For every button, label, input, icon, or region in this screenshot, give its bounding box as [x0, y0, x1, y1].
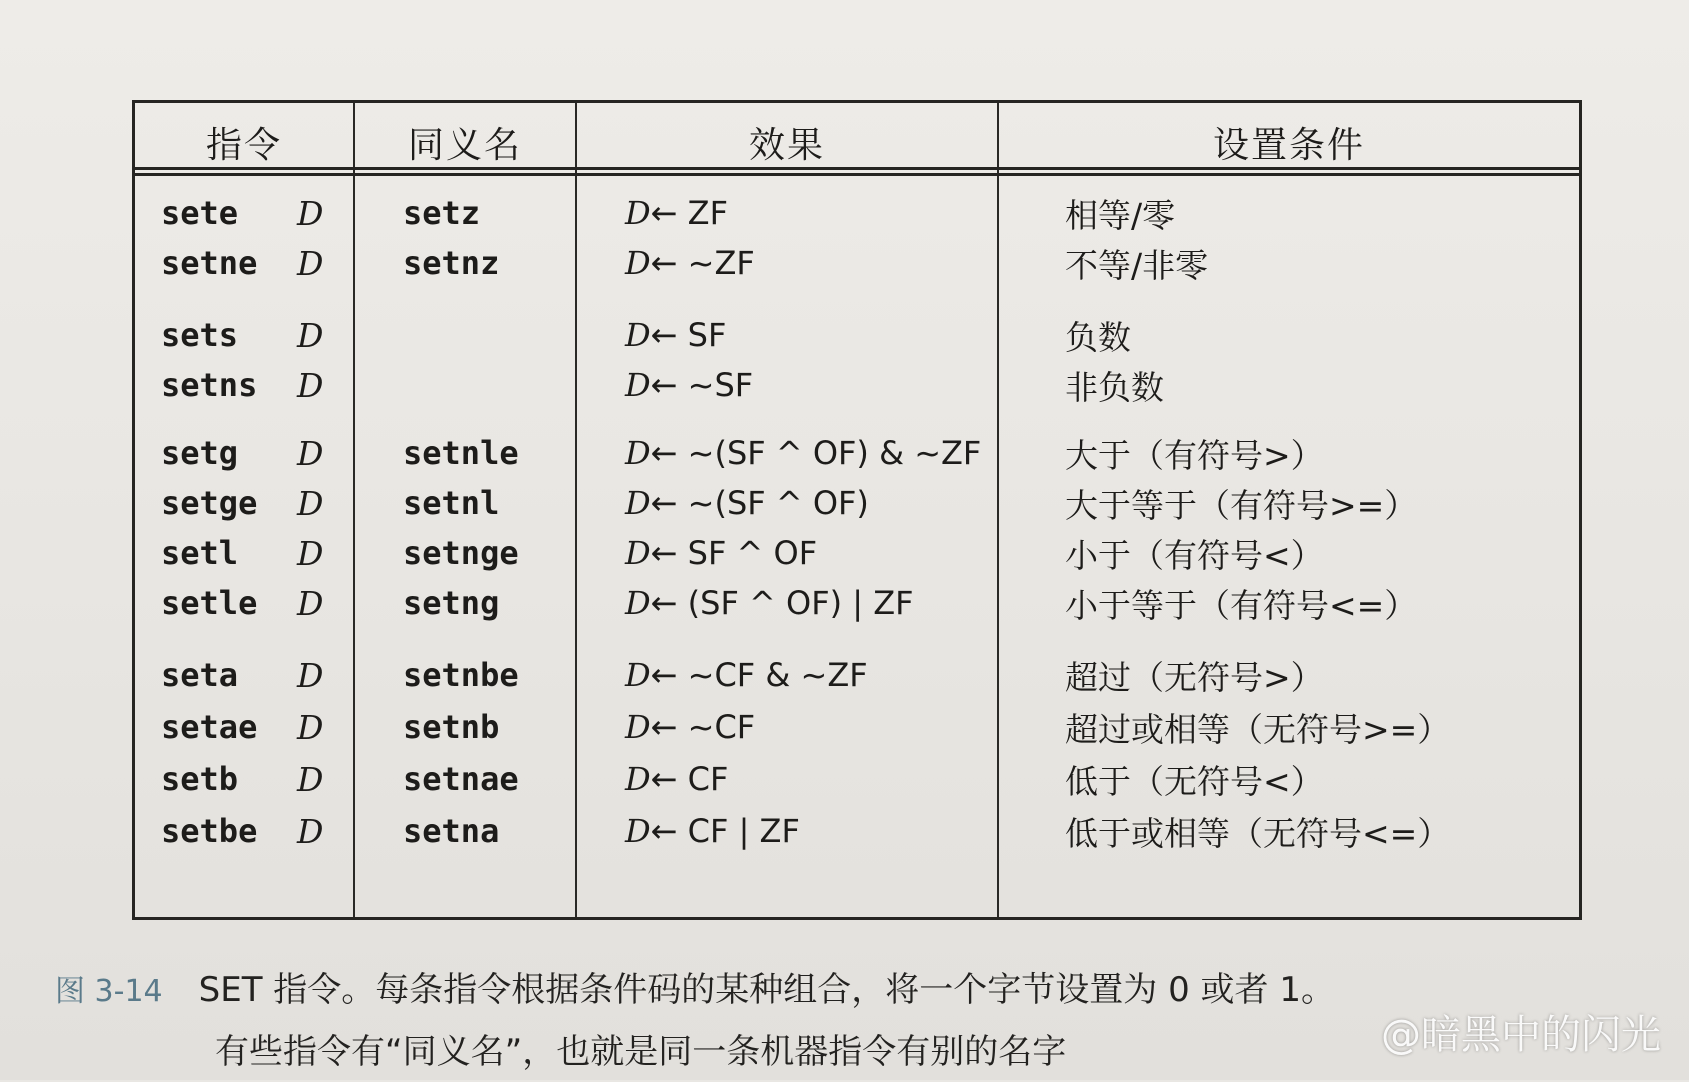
effect-formula: ← SF: [650, 316, 727, 354]
table-row: [135, 187, 1579, 239]
table-row: [135, 577, 1579, 629]
instruction-mnemonic: setle: [161, 584, 258, 622]
instruction-operand: D: [297, 759, 324, 799]
table-row: [135, 753, 1579, 805]
synonym-mnemonic: setnae: [403, 760, 519, 798]
table-row: [135, 805, 1579, 857]
instruction-mnemonic: setbe: [161, 812, 258, 850]
set-condition: 低于或相等（无符号<=）: [1065, 813, 1451, 853]
effect-destination: D: [625, 584, 651, 622]
effect-formula: ← CF | ZF: [650, 812, 800, 850]
effect-destination: D: [625, 760, 651, 798]
effect-destination: D: [625, 316, 651, 354]
effect-expression: [625, 309, 726, 361]
instruction-operand: D: [297, 365, 324, 405]
synonym-mnemonic: setnl: [403, 484, 500, 522]
effect-expression: [625, 701, 755, 753]
instruction-mnemonic: setns: [161, 366, 258, 404]
table-row: [135, 701, 1579, 753]
set-condition: 小于（有符号<）: [1065, 535, 1324, 575]
instruction-operand: D: [297, 655, 324, 695]
effect-expression: [625, 649, 868, 701]
watermark: @暗黑中的闪光: [1381, 1012, 1661, 1058]
effect-formula: ← ~SF: [650, 366, 754, 404]
instruction-mnemonic: sets: [161, 316, 239, 354]
synonym-mnemonic: setnz: [403, 244, 500, 282]
figure-label: 图 3-14: [55, 974, 163, 1009]
effect-expression: [625, 237, 755, 289]
effect-formula: ← ~ZF: [650, 244, 755, 282]
effect-expression: [625, 427, 981, 479]
set-condition: 非负数: [1065, 367, 1164, 407]
instruction-operand: D: [297, 533, 324, 573]
effect-formula: ← ~(SF ^ OF) & ~ZF: [650, 434, 982, 472]
effect-destination: D: [625, 812, 651, 850]
effect-destination: D: [625, 656, 651, 694]
header-synonym: 同义名: [407, 124, 522, 166]
effect-expression: [625, 187, 728, 239]
set-condition: 不等/非零: [1065, 245, 1209, 285]
effect-formula: ← CF: [650, 760, 729, 798]
synonym-mnemonic: setnge: [403, 534, 519, 572]
header-instruction: 指令: [205, 124, 282, 166]
effect-destination: D: [625, 366, 651, 404]
synonym-mnemonic: setnbe: [403, 656, 519, 694]
effect-destination: D: [625, 434, 651, 472]
table-row: [135, 359, 1579, 411]
table-row: [135, 477, 1579, 529]
caption-line-1: SET 指令。每条指令根据条件码的某种组合，将一个字节设置为 0 或者 1。: [198, 970, 1335, 1010]
effect-formula: ← ~(SF ^ OF): [650, 484, 869, 522]
effect-expression: [625, 577, 914, 629]
set-condition: 小于等于（有符号<=）: [1065, 585, 1418, 625]
set-condition: 负数: [1065, 317, 1131, 357]
synonym-mnemonic: setna: [403, 812, 500, 850]
set-condition: 低于（无符号<）: [1065, 761, 1324, 801]
effect-formula: ← ZF: [650, 194, 728, 232]
table-row: [135, 237, 1579, 289]
effect-formula: ← ~CF: [650, 708, 756, 746]
instruction-mnemonic: setne: [161, 244, 258, 282]
effect-destination: D: [625, 194, 651, 232]
instruction-operand: D: [297, 707, 324, 747]
header-condition: 设置条件: [1212, 124, 1365, 166]
instruction-operand: D: [297, 243, 324, 283]
effect-expression: [625, 753, 728, 805]
effect-formula: ← ~CF & ~ZF: [650, 656, 868, 694]
instruction-operand: D: [297, 193, 324, 233]
instruction-operand: D: [297, 583, 324, 623]
instruction-mnemonic: setg: [161, 434, 239, 472]
effect-expression: [625, 527, 817, 579]
table-row: [135, 649, 1579, 701]
instruction-mnemonic: setl: [161, 534, 239, 572]
effect-destination: D: [625, 484, 651, 522]
effect-destination: D: [625, 244, 651, 282]
instruction-operand: D: [297, 811, 324, 851]
instruction-mnemonic: setb: [161, 760, 239, 798]
instruction-operand: D: [297, 483, 324, 523]
set-condition: 超过或相等（无符号>=）: [1065, 709, 1451, 749]
effect-destination: D: [625, 534, 651, 572]
header-effect: 效果: [748, 124, 825, 166]
instruction-operand: D: [297, 433, 324, 473]
effect-formula: ← (SF ^ OF) | ZF: [650, 584, 914, 622]
synonym-mnemonic: setnb: [403, 708, 500, 746]
table-row: [135, 309, 1579, 361]
synonym-mnemonic: setz: [403, 194, 481, 232]
set-condition: 相等/零: [1065, 195, 1176, 235]
caption-line-2: 有些指令有“同义名”，也就是同一条机器指令有别的名字: [215, 1032, 1067, 1072]
synonym-mnemonic: setng: [403, 584, 500, 622]
set-instructions-table: [132, 100, 1582, 920]
effect-expression: [625, 359, 753, 411]
set-condition: 大于（有符号>）: [1065, 435, 1324, 475]
instruction-mnemonic: setae: [161, 708, 258, 746]
table-row: [135, 427, 1579, 479]
effect-destination: D: [625, 708, 651, 746]
effect-expression: [625, 805, 800, 857]
set-condition: 大于等于（有符号>=）: [1065, 485, 1418, 525]
instruction-operand: D: [297, 315, 324, 355]
instruction-mnemonic: sete: [161, 194, 239, 232]
effect-formula: ← SF ^ OF: [650, 534, 818, 572]
instruction-mnemonic: seta: [161, 656, 239, 694]
synonym-mnemonic: setnle: [403, 434, 519, 472]
effect-expression: [625, 477, 869, 529]
table-row: [135, 527, 1579, 579]
instruction-mnemonic: setge: [161, 484, 258, 522]
set-condition: 超过（无符号>）: [1065, 657, 1324, 697]
